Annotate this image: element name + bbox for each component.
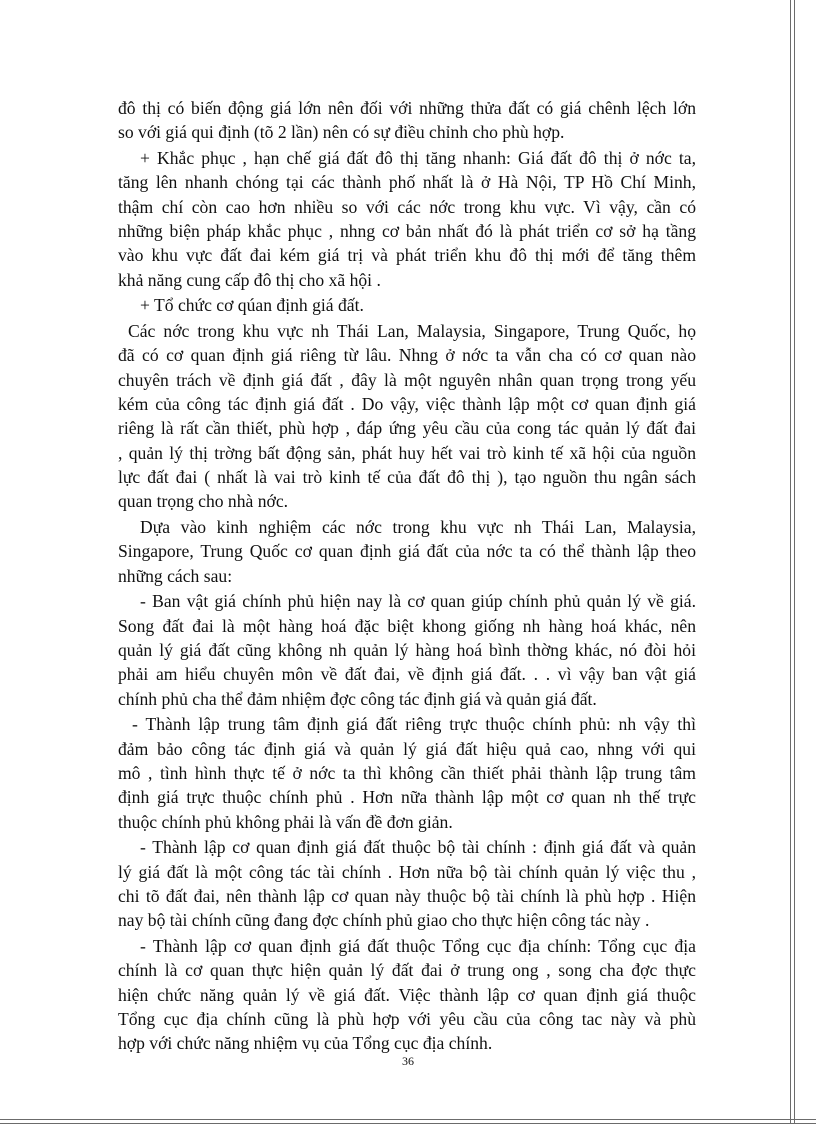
paragraph	[118, 515, 696, 588]
paragraph	[118, 96, 696, 145]
paragraph	[118, 146, 696, 292]
text-line: Các nớc trong khu vực nh Thái Lan, Malaysia, Singapore, Trung Quốc, họ	[128, 321, 696, 342]
text-line: tăng lên nhanh chóng tại các thành phố nhất là ở Hà Nội, TP Hồ Chí Minh,	[118, 172, 696, 193]
paragraph	[118, 835, 696, 932]
paragraph	[118, 712, 696, 833]
text-line: khả năng cung cấp đô thị cho xã hội .	[118, 269, 381, 290]
text-line: chuyên trách về định giá đất , đây là một nguyên nhân quan trọng trong yếu	[118, 369, 696, 390]
text-line: thuộc chính phủ không phải là vấn đề đơn giản.	[118, 811, 453, 832]
text-line: hiện chức năng quản lý về giá đất. Việc thành lập cơ quan định giá thuộc	[118, 984, 696, 1005]
text-line: lý giá đất là một công tác tài chính . Hơn nữa bộ tài chính quản lý việc thu ,	[118, 861, 696, 882]
text-line: đã có cơ quan định giá riêng từ lâu. Nhng ở nớc ta vẫn cha có cơ quan nào	[118, 345, 696, 366]
text-line: vào khu vực đất đai kém giá trị và phát triển khu đô thị mới để tăng thêm	[118, 245, 696, 266]
text-line: quan trọng cho nhà nớc.	[118, 491, 289, 512]
text-line: những biện pháp khắc phục , nhng cơ bản nhất đó là phát triển cơ sở hạ tầng	[118, 220, 696, 241]
paragraph	[118, 319, 696, 513]
text-line: + Khắc phục , hạn chế giá đất đô thị tăng nhanh: Giá đất đô thị ở nớc ta,	[140, 148, 696, 169]
text-line: - Thành lập cơ quan định giá đất thuộc Tổng cục địa chính: Tổng cục địa	[140, 936, 696, 957]
text-line: lực đất đai ( nhất là vai trò kinh tế của đất đô thị ), tạo nguồn thu ngân sách	[118, 466, 696, 487]
text-line: kém của công tác định giá đất . Do vậy, việc thành lập một cơ quan định giá	[118, 394, 696, 415]
paragraph	[118, 589, 696, 710]
text-line: đảm bảo công tác định giá và quản lý giá đất hiệu quả cao, nhng với qui	[118, 738, 696, 759]
text-line: những cách sau:	[118, 565, 233, 586]
text-line: - Thành lập cơ quan định giá đất thuộc bộ tài chính : định giá đất và quản	[140, 837, 696, 858]
text-line: nay bộ tài chính cũng đang đợc chính phủ giao cho thực hiện công tác này .	[118, 910, 650, 931]
text-line: Song đất đai là một hàng hoá đặc biệt khong giống nh hàng hoá khác, nên	[118, 615, 696, 636]
text-line: + Tổ chức cơ qúan định giá đất.	[140, 295, 364, 316]
text-line: định giá trực thuộc chính phủ . Hơn nữa thành lập một cơ quan nh thế trực	[118, 787, 696, 808]
text-line: quản lý giá đất cũng không nh quản lý hàng hoá bình thờng khác, nó đòi hỏi	[118, 640, 696, 661]
text-line: - Ban vật giá chính phủ hiện nay là cơ quan giúp chính phủ quản lý về giá.	[140, 591, 696, 612]
text-line: Dựa vào kinh nghiệm các nớc trong khu vực nh Thái Lan, Malaysia,	[140, 517, 696, 538]
text-line: phải am hiểu chuyên môn về đất đai, về định giá đất. . . vì vậy ban vật giá	[118, 664, 696, 685]
text-line: so với giá qui định (tõ 2 lần) nên có sự điều chỉnh cho phù hợp.	[118, 122, 565, 143]
text-line: riêng là rất cần thiết, phù hợp , đáp ứng yêu cầu của cong tác quản lý đất đai	[118, 418, 696, 439]
text-line: mô , tình hình thực tế ở nớc ta thì không cần thiết phải thành lập trung tâm	[118, 763, 696, 784]
page-frame-bottom	[0, 1119, 816, 1124]
text-line: đô thị có biến động giá lớn nên đối với những thửa đất có giá chênh lệch lớn	[118, 98, 696, 118]
text-line: chính phủ cha thể đảm nhiệm đợc công tác định giá và quản giá đất.	[118, 688, 597, 709]
text-line: Singapore, Trung Quốc cơ quan định giá đất của nớc ta có thể thành lập theo	[118, 541, 696, 562]
paragraph	[118, 934, 696, 1055]
page-frame-right	[790, 0, 795, 1123]
text-line: thậm chí còn cao hơn nhiều so với các nớc trong khu vực. Vì vậy, cần có	[118, 196, 696, 217]
text-line: chính là cơ quan thực hiện quản lý đất đai ở trung ong , song cha đợc thực	[118, 960, 696, 981]
paragraph	[118, 293, 696, 317]
body-text	[118, 96, 696, 1056]
text-line: , quản lý thị trờng bất động sản, phát huy hết vai trò kinh tế xã hội của nguồn	[118, 442, 696, 463]
page-number: 36	[402, 1054, 414, 1068]
text-line: hợp với chức năng nhiệm vụ của Tổng cục địa chính.	[118, 1033, 493, 1054]
text-line: Tổng cục địa chính cũng là phù hợp với yêu cầu của công tac này và phù	[118, 1008, 696, 1029]
text-line: chi tõ đất đai, nên thành lập cơ quan này thuộc bộ tài chính là phù hợp . Hiện	[118, 886, 696, 906]
text-line: - Thành lập trung tâm định giá đất riêng trực thuộc chính phủ: nh vậy thì	[132, 714, 696, 735]
